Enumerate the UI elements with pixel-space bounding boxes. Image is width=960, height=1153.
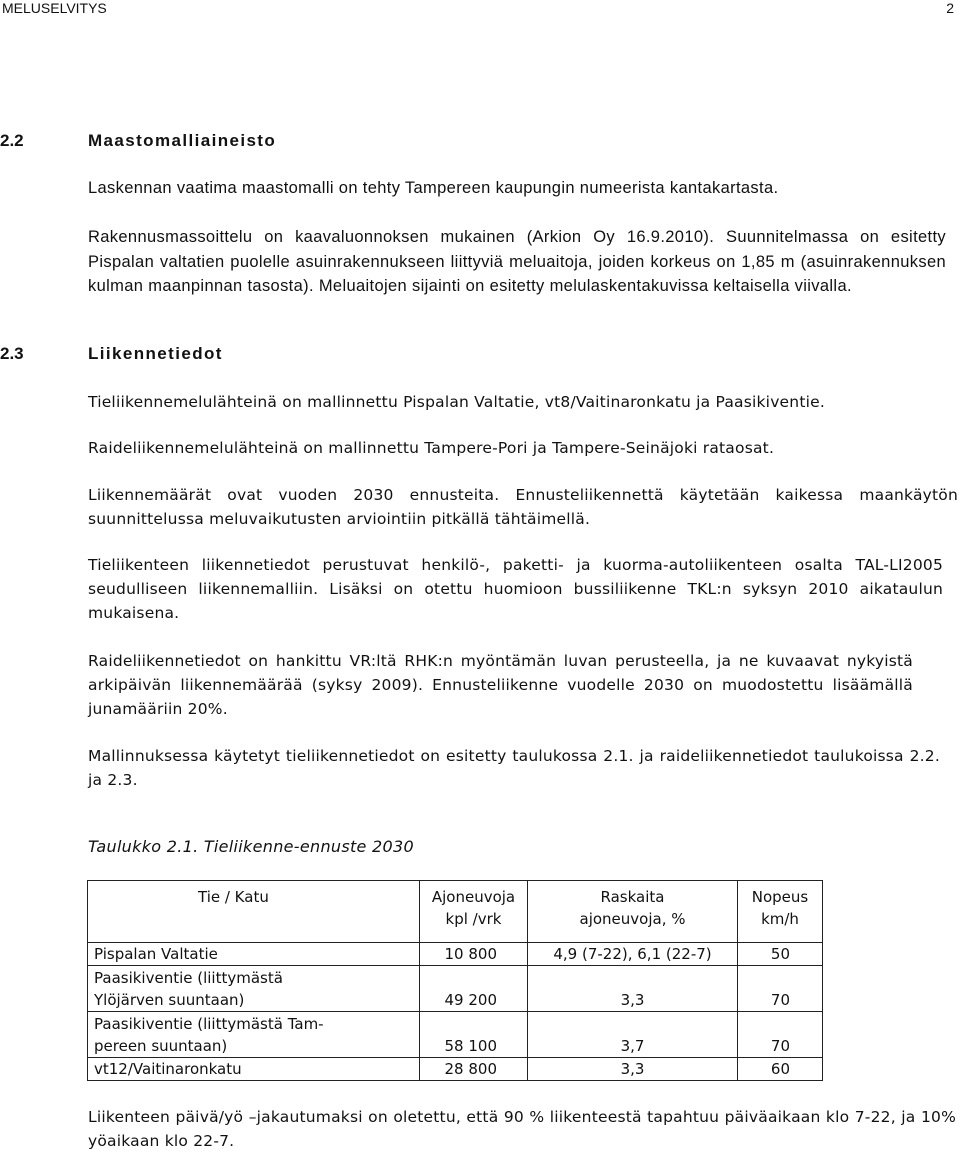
table-caption: Taulukko 2.1. Tieliikenne-ennuste 2030 xyxy=(88,837,414,856)
table-row xyxy=(88,1012,823,1058)
section-title: Maastomalliaineisto xyxy=(88,131,277,150)
cell-text: Ylöjärven suuntaan) xyxy=(94,991,245,1009)
vehicles-cell: 58 100 xyxy=(420,1012,528,1058)
paragraph: Laskennan vaatima maastomalli on tehty Tampereen kaupungin numeerista kantakartasta. xyxy=(88,179,779,197)
speed-cell: 60 xyxy=(738,1058,823,1081)
vehicles-cell: 10 800 xyxy=(420,943,528,966)
page-number: 2 xyxy=(946,0,954,16)
heavy-vehicles-cell: 3,3 xyxy=(528,1058,738,1081)
footnote-paragraph: Liikenteen päivä/yö –jakautumaksi on oletettu, että 90 % liikenteestä tapahtuu päiväaikaan klo 7-22, ja 10% yöaikaan klo 22-7. xyxy=(88,1108,956,1150)
cell-text: pereen suuntaan) xyxy=(94,1037,228,1055)
cell-text: vt12/Vaitinaronkatu xyxy=(94,1060,242,1078)
road-name-cell xyxy=(88,943,420,966)
paragraph: Raideliikennetiedot on hankittu VR:ltä RHK:n myöntämän luvan perusteella, ja ne kuvaavat nykyistä arkipäivän liikennemäärää (syksy 2009). Ennusteliikenne vuodelle 2030 on muodostettu lisäämällä junamääriin 20%. xyxy=(88,652,913,718)
section-heading-2-3 xyxy=(0,342,223,367)
column-header xyxy=(420,881,528,943)
header-text: Tie / Katu xyxy=(198,888,269,906)
header-text: Nopeus xyxy=(751,888,809,906)
paragraph: Tieliikenteen liikennetiedot perustuvat henkilö-, paketti- ja kuorma-autoliikenteen osalta TAL-LI2005 seudulliseen liikennemalliin. Lisäksi on otettu huomioon bussiliikenne TKL:n syksyn 2010 aikataulun mukaisena. xyxy=(88,556,943,622)
road-name-cell xyxy=(88,1058,420,1081)
column-header xyxy=(88,881,420,943)
header-text: Raskaita xyxy=(600,888,665,906)
paragraph: Tieliikennemelulähteinä on mallinnettu Pispalan Valtatie, vt8/Vaitinaronkatu ja Paasikiventie. xyxy=(88,393,825,411)
table-row xyxy=(88,1058,823,1081)
header-text: ajoneuvoja, % xyxy=(579,910,686,928)
table-row xyxy=(88,943,823,966)
traffic-forecast-table xyxy=(87,880,823,1081)
speed-cell: 70 xyxy=(738,1012,823,1058)
column-header xyxy=(738,881,823,943)
speed-cell: 50 xyxy=(738,943,823,966)
header-text: kpl /vrk xyxy=(445,910,502,928)
header-text: km/h xyxy=(761,910,799,928)
heavy-vehicles-cell: 3,7 xyxy=(528,1012,738,1058)
paragraph: Mallinnuksessa käytetyt tieliikennetiedot on esitetty taulukossa 2.1. ja raideliikennetiedot taulukoissa 2.2. ja 2.3. xyxy=(88,747,940,789)
paragraph: Liikennemäärät ovat vuoden 2030 ennusteita. Ennusteliikennettä käytetään kaikessa maankäytön suunnittelussa meluvaikutusten arviointiin pitkällä tähtäimellä. xyxy=(88,486,958,528)
speed-cell: 70 xyxy=(738,966,823,1012)
vehicles-cell: 28 800 xyxy=(420,1058,528,1081)
table-header-row xyxy=(88,881,823,943)
vehicles-cell: 49 200 xyxy=(420,966,528,1012)
section-heading-2-2 xyxy=(0,129,276,154)
heavy-vehicles-cell: 4,9 (7-22), 6,1 (22-7) xyxy=(528,943,738,966)
document-title: MELUSELVITYS xyxy=(2,0,107,16)
section-number: 2.2 xyxy=(0,131,24,150)
road-name-cell xyxy=(88,966,420,1012)
section-title: Liikennetiedot xyxy=(88,344,223,363)
cell-text: Paasikiventie (liittymästä Tam- xyxy=(94,1015,324,1033)
section-number: 2.3 xyxy=(0,344,24,363)
cell-text: Paasikiventie (liittymästä xyxy=(94,969,283,987)
paragraph: Rakennusmassoittelu on kaavaluonnoksen mukainen (Arkion Oy 16.9.2010). Suunnitelmassa on esitetty Pispalan valtatien puolelle asuinrakennukseen liittyviä meluaitoja, joiden korkeus on 1,85 m (asuinrakennuksen kulman maanpinnan tasosta). Meluaitojen sijainti on esitetty melulaskentakuvissa keltaisella viivalla. xyxy=(88,228,946,295)
paragraph: Raideliikennemelulähteinä on mallinnettu Tampere-Pori ja Tampere-Seinäjoki rataosat. xyxy=(88,439,775,457)
table-row xyxy=(88,966,823,1012)
cell-text: Pispalan Valtatie xyxy=(94,945,218,963)
column-header xyxy=(528,881,738,943)
heavy-vehicles-cell: 3,3 xyxy=(528,966,738,1012)
header-text: Ajoneuvoja xyxy=(431,888,516,906)
road-name-cell xyxy=(88,1012,420,1058)
